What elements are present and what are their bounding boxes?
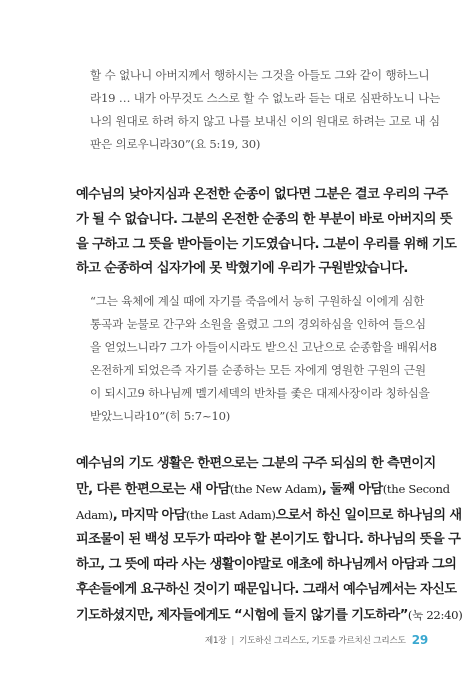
paragraph-text: 으로서 하신 일이므로 하나님의 새 — [275, 507, 462, 523]
quote-line: 할 수 없나니 아버지께서 행하시는 그것을 아들도 그와 같이 행하느니 — [90, 68, 430, 82]
english-term: (the New Adam) — [229, 481, 322, 496]
scripture-reference: (눅 22:40) — [407, 607, 463, 622]
paragraph-line — [76, 603, 463, 629]
quote-line: 받았느니라10”(히 5:7~10) — [90, 409, 231, 423]
paragraph-line — [76, 477, 450, 503]
paragraph-line: 후손들에게 요구하신 것이기 때문입니다. 그래서 예수님께서는 자신도 — [76, 581, 457, 597]
page-footer — [0, 633, 428, 647]
paragraph-text: , 마지막 아담 — [112, 507, 186, 523]
paragraph-text: 만, 다른 한편으로는 새 아담 — [76, 481, 230, 497]
paragraph-line: 하고 순종하여 십자가에 못 박혔기에 우리가 구원받았습니다. — [76, 261, 408, 277]
quote-line: 판은 의로우니라30”(요 5:19, 30) — [90, 137, 261, 151]
scripture-quote-john — [90, 64, 441, 156]
paragraph-line: 피조물이 된 백성 모두가 따라야 할 본이기도 합니다. 하나님의 뜻을 구 — [76, 532, 461, 548]
paragraph-text: 기도하셨지만, 제자들에게도 “시험에 들지 않기를 기도하라” — [76, 607, 408, 623]
paragraph-text: , 둘째 아담 — [321, 481, 383, 497]
page-number: 29 — [411, 633, 428, 647]
quote-line: 라19 … 내가 아무것도 스스로 할 수 없노라 듣는 대로 심판하노니 나는 — [90, 91, 441, 105]
quote-line: 나의 원대로 하려 하지 않고 나를 보내신 이의 원대로 하려는 고로 내 심 — [90, 114, 440, 128]
paragraph-line: 하고, 그 뜻에 따라 사는 생활이야말로 애초에 하나님께서 아담과 그의 — [76, 557, 457, 573]
quote-line: 온전하게 되었은즉 자기를 순종하는 모든 자에게 영원한 구원의 근원 — [90, 363, 426, 377]
quote-line: “그는 육체에 계실 때에 자기를 죽음에서 능히 구원하실 이에게 심한 — [90, 294, 425, 308]
running-title: 기도하신 그리스도, 기도를 가르치신 그리스도 — [239, 636, 406, 646]
paragraph-line: 예수님의 낮아지심과 온전한 순종이 없다면 그분은 결코 우리의 구주 — [76, 187, 448, 202]
quote-line: 이 되시고9 하나님께 멜기세덱의 반차를 좇은 대제사장이라 칭하심을 — [90, 386, 430, 400]
chapter-label: 제1장 — [204, 636, 227, 646]
body-paragraph-1 — [76, 183, 457, 282]
english-term: (the Last Adam) — [185, 507, 276, 522]
quote-line: 을 얻었느니라7 그가 아들이시라도 받으신 고난으로 순종함을 배워서8 — [90, 340, 437, 354]
paragraph-line: 가 될 수 없습니다. 그분의 온전한 순종의 한 부분이 바로 아버지의 뜻 — [76, 211, 453, 227]
quote-line: 통곡과 눈물로 간구와 소원을 올렸고 그의 경외하심을 인하여 들으심 — [90, 317, 426, 331]
paragraph-line: 을 구하고 그 뜻을 받아들이는 기도였습니다. 그분이 우리를 위해 기도 — [76, 236, 457, 252]
scripture-quote-hebrews — [90, 290, 437, 428]
paragraph-line: 예수님의 기도 생활은 한편으로는 그분의 구주 되심의 한 측면이지 — [76, 456, 436, 471]
footer-separator: | — [231, 636, 235, 646]
english-term: (the Second — [382, 481, 450, 496]
body-paragraph-2 — [76, 452, 463, 629]
english-term: Adam) — [76, 507, 113, 522]
paragraph-line — [76, 503, 462, 529]
